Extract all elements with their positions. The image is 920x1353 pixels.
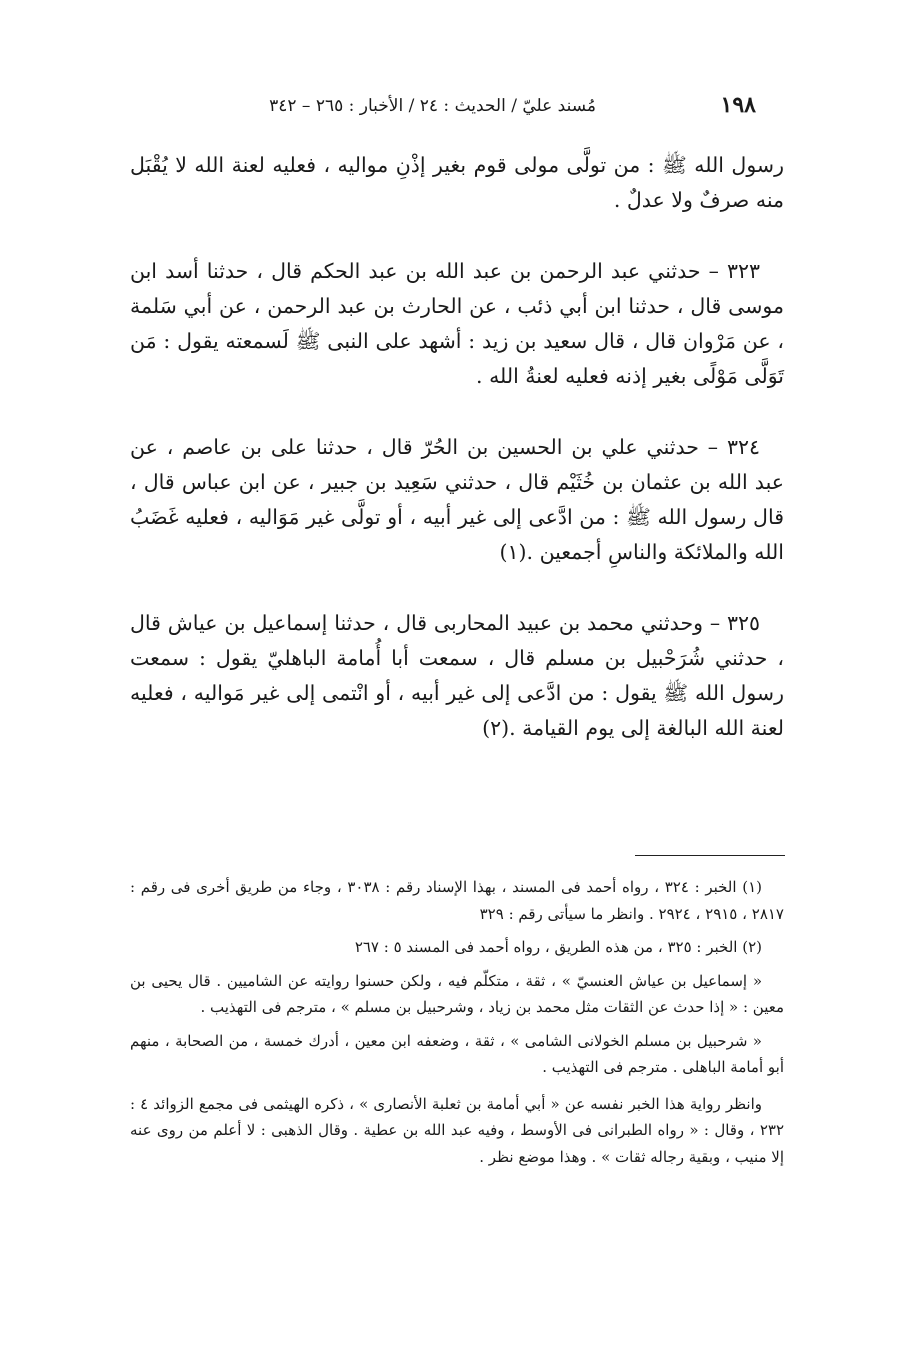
continued-paragraph: رسول الله ﷺ : من تولَّى مولى قوم بغير إذْنِ مواليه ، فعليه لعنة الله لا يُقْبَل منه صرفٌ ولا عدلٌ .: [130, 153, 784, 212]
hadith-paragraph-323: ٣٢٣ – حدثني عبد الرحمن بن عبد الله بن عبد الحكم قال ، حدثنا أسد ابن موسى قال ، حدثنا ابن أبي ذئب ، عن الحارث بن عبد الرحمن ، عن أبي سَلمة ، عن مَرْوان قال ، قال سعيد بن زيد : أشهد على النبى ﷺ لَسمعته يقول : مَن تَوَلَّى مَوْلًى بغير إذنه فعليه لعنةُ الله .: [130, 259, 784, 388]
footnote-2-note-ismail: « إسماعيل بن عياش العنسيّ » ، ثقة ، متكلّم فيه ، ولكن حسنوا روايته عن الشاميين . قال يحيى بن معين : « إذا حدث عن الثقات مثل محمد بن زياد ، وشرحبيل بن مسلم » ، مترجم فى التهذيب .: [130, 971, 784, 1016]
footnote-2-note-shurahbil: « شرحبيل بن مسلم الخولانى الشامى » ، ثقة ، وضعفه ابن معين ، أدرك خمسة ، من الصحابة ، منهم أبو أمامة الباهلى . مترجم فى التهذيب .: [130, 1031, 784, 1076]
main-text: [130, 148, 784, 782]
footnote-2: (٢) الخبر : ٣٢٥ ، من هذه الطريق ، رواه أحمد فى المسند ٥ : ٢٦٧: [354, 938, 762, 956]
hadith-paragraph-324: ٣٢٤ – حدثني علي بن الحسين بن الحُرّ قال ، حدثنا على بن عاصم ، عن عبد الله بن عثمان بن خُثَيْم قال ، حدثني سَعِيد بن جبير ، عن ابن عباس قال ، قال رسول الله ﷺ : من ادَّعى إلى غير أبيه ، أو تولَّى غير مَوَاليه ، فعليه غَضَبُ الله والملائكة والناسِ أجمعين .(١): [130, 435, 784, 564]
hadith-paragraph-325: ٣٢٥ – وحدثني محمد بن عبيد المحاربى قال ، حدثنا إسماعيل بن عياش قال ، حدثني شُرَحْبيل بن مسلم قال ، سمعت أبا أُمامة الباهليّ يقول : سمعت رسول الله ﷺ يقول : من ادَّعى إلى غير أبيه ، أو انْتمى إلى غير مَواليه ، فعليه لعنة الله البالغة إلى يوم القيامة .(٢): [130, 611, 784, 740]
running-title: مُسند عليّ / الحديث : ٢٤ / الأخبار : ٢٦٥ – ٣٤٢: [269, 96, 596, 116]
footnotes: [130, 874, 784, 1177]
page-header: [130, 92, 756, 122]
footnote-2-note-haythami: وانظر رواية هذا الخبر نفسه عن « أبي أمامة بن ثعلبة الأنصارى » ، ذكره الهيثمى فى مجمع الزوائد ٤ : ٢٣٢ ، وقال : « رواه الطبرانى فى الأوسط ، وفيه عبد الله بن عطية . وقال الذهبى : لا أعلم من روى عنه إلا منيب ، وبقية رجاله ثقات » . وهذا موضع نظر .: [130, 1094, 784, 1166]
footnote-divider: [635, 855, 785, 856]
footnote-1: (١) الخبر : ٣٢٤ ، رواه أحمد فى المسند ، بهذا الإسناد رقم : ٣٠٣٨ ، وجاء من طريق أخرى فى رقم : ٢٨١٧ ، ٢٩١٥ ، ٢٩٢٤ . وانظر ما سيأتى رقم : ٣٢٩: [130, 878, 784, 923]
page-number: ١٩٨: [720, 92, 756, 118]
